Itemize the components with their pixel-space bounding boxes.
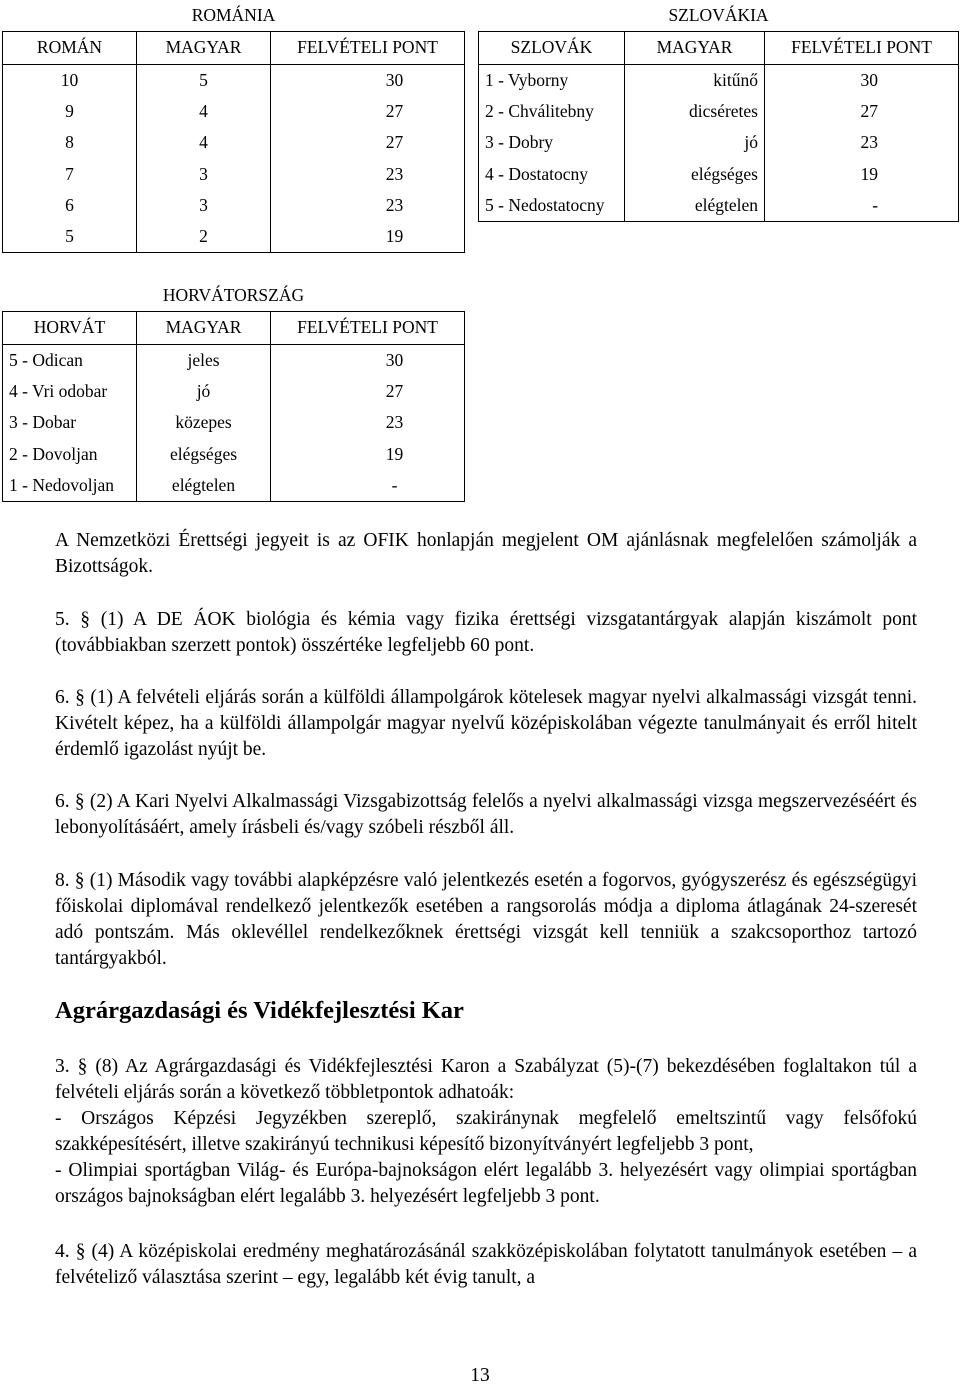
- table-header-row: [3, 312, 465, 344]
- croatia-grade-table: [2, 280, 465, 502]
- table-cell: 3 - Dobry: [479, 127, 625, 158]
- table-cell: 23: [271, 190, 465, 221]
- section-heading: Agrárgazdasági és Vidékfejlesztési Kar: [55, 997, 464, 1024]
- header-cell: FELVÉTELI PONT: [765, 32, 959, 64]
- table-cell: 19: [765, 158, 959, 189]
- romania-title: ROMÁNIA: [191, 5, 276, 26]
- romania-grade-table: [2, 0, 465, 253]
- table-row: [479, 190, 959, 222]
- table-row: [479, 96, 959, 127]
- croatia-title: HORVÁTORSZÁG: [162, 285, 305, 306]
- table-row: [479, 158, 959, 189]
- table-cell: közepes: [137, 407, 271, 438]
- table-cell: 5 - Odican: [3, 344, 137, 376]
- table-cell: kitűnő: [625, 64, 765, 96]
- table-row: [3, 221, 465, 253]
- table-cell: 4 - Vri odobar: [3, 376, 137, 407]
- table-cell: -: [765, 190, 959, 222]
- table-row: [3, 407, 465, 438]
- table-cell: 4: [137, 96, 271, 127]
- table-cell: 19: [271, 438, 465, 469]
- table-row: [479, 127, 959, 158]
- paragraph-section-8: 8. § (1) Második vagy további alapképzésre való jelentkezés esetén a fogorvos, gyógyszerész és egészségügyi főiskolai diplomával rendelkező jelentkezők esetében a rangsorolás módja a diploma átlagának 24-szeresét adó pontszám. Más oklevéllel rendelkezőknek érettségi vizsgát kell tenniük a szakcsoporthoz tartozó tantárgyakból.: [55, 870, 917, 969]
- table-cell: 6: [3, 190, 137, 221]
- table-cell: 5 - Nedostatocny: [479, 190, 625, 222]
- table-cell: 9: [3, 96, 137, 127]
- list-item: - Országos Képzési Jegyzékben szereplő, szakiránynak megfelelő emeltszintű vagy felsőfokú szakképesítésért, illetve szakirányú technikusi képesítő bizonyítványért legfeljebb 3 pont,: [55, 1108, 917, 1155]
- table-cell: elégséges: [137, 438, 271, 469]
- header-cell: MAGYAR: [137, 32, 271, 64]
- table-cell: 4: [137, 127, 271, 158]
- table-cell: 30: [271, 344, 465, 376]
- list-item: - Olimpiai sportágban Világ- és Európa-bajnokságon elért legalább 3. helyezésért vagy olimpiai sportágban országos bajnokságban elért legalább 3. helyezésért legfeljebb 3 pont.: [55, 1160, 917, 1207]
- table-cell: elégséges: [625, 158, 765, 189]
- table-cell: 4 - Dostatocny: [479, 158, 625, 189]
- table-header-row: [479, 32, 959, 64]
- table-cell: 5: [3, 221, 137, 253]
- table-cell: 7: [3, 158, 137, 189]
- page-number: 13: [470, 1365, 490, 1386]
- slovakia-grade-table: [478, 0, 959, 222]
- table-cell: 23: [765, 127, 959, 158]
- table-row: [3, 376, 465, 407]
- table-cell: 27: [271, 127, 465, 158]
- table-cell: 1 - Nedovoljan: [3, 470, 137, 502]
- header-cell: MAGYAR: [625, 32, 765, 64]
- table-cell: 27: [271, 376, 465, 407]
- table-cell: 23: [271, 407, 465, 438]
- paragraph-section-4: 4. § (4) A középiskolai eredmény meghatározásánál szakközépiskolában folytatott tanulmányok esetében – a felvételiző választása szerint – egy, legalább két évig tanult, a: [55, 1241, 917, 1288]
- table-row: [3, 127, 465, 158]
- table-cell: elégtelen: [625, 190, 765, 222]
- table-cell: 8: [3, 127, 137, 158]
- table-cell: 3 - Dobar: [3, 407, 137, 438]
- table-cell: -: [271, 470, 465, 502]
- table-cell: 2: [137, 221, 271, 253]
- table-cell: 30: [271, 64, 465, 96]
- table-cell: 19: [271, 221, 465, 253]
- table-cell: jó: [137, 376, 271, 407]
- table-cell: jó: [625, 127, 765, 158]
- paragraph-section-3: [55, 1054, 917, 1210]
- header-cell: FELVÉTELI PONT: [271, 32, 465, 64]
- table-cell: 2 - Chválitebny: [479, 96, 625, 127]
- slovakia-title: SZLOVÁKIA: [668, 5, 769, 26]
- table-header-row: [3, 32, 465, 64]
- table-cell: 27: [765, 96, 959, 127]
- paragraph-section-6-2: 6. § (2) A Kari Nyelvi Alkalmassági Vizsgabizottság felelős a nyelvi alkalmassági vizsga megszervezéséért és lebonyolításáért, amely írásbeli és/vagy szóbeli részből áll.: [55, 791, 917, 838]
- table-cell: 5: [137, 64, 271, 96]
- table-row: [3, 190, 465, 221]
- table-cell: 27: [271, 96, 465, 127]
- table-cell: 10: [3, 64, 137, 96]
- table-cell: 3: [137, 190, 271, 221]
- table-cell: jeles: [137, 344, 271, 376]
- table-cell: elégtelen: [137, 470, 271, 502]
- table-cell: 3: [137, 158, 271, 189]
- table-row: [3, 470, 465, 502]
- header-cell: ROMÁN: [3, 32, 137, 64]
- header-cell: SZLOVÁK: [479, 32, 625, 64]
- table-row: [3, 158, 465, 189]
- table-row: [3, 344, 465, 376]
- table-cell: dicséretes: [625, 96, 765, 127]
- table-row: [3, 96, 465, 127]
- header-cell: FELVÉTELI PONT: [271, 312, 465, 344]
- table-cell: 30: [765, 64, 959, 96]
- header-cell: MAGYAR: [137, 312, 271, 344]
- header-cell: HORVÁT: [3, 312, 137, 344]
- paragraph-ib-grades: A Nemzetközi Érettségi jegyeit is az OFIK honlapján megjelent OM ajánlásnak megfelelően számolják a Bizottságok.: [55, 530, 917, 577]
- paragraph-section-6-1: 6. § (1) A felvételi eljárás során a külföldi állampolgárok kötelesek magyar nyelvi alkalmassági vizsgát tenni. Kivételt képez, ha a külföldi állampolgár magyar nyelvű középiskolában végezte tanulmányait és erről hitelt érdemlő igazolást nyújt be.: [55, 687, 917, 760]
- table-cell: 1 - Vyborny: [479, 64, 625, 96]
- paragraph-section-5: 5. § (1) A DE ÁOK biológia és kémia vagy fizika érettségi vizsgatantárgyak alapján kiszámolt pont (továbbiakban szerzett pontok) összértéke legfeljebb 60 pont.: [55, 609, 917, 656]
- table-row: [3, 438, 465, 469]
- table-row: [479, 64, 959, 96]
- table-cell: 23: [271, 158, 465, 189]
- table-cell: 2 - Dovoljan: [3, 438, 137, 469]
- table-row: [3, 64, 465, 96]
- paragraph-line: 3. § (8) Az Agrárgazdasági és Vidékfejlesztési Karon a Szabályzat (5)-(7) bekezdésében foglaltakon túl a felvételi eljárás során a következő többletpontok adhatoák:: [55, 1056, 917, 1103]
